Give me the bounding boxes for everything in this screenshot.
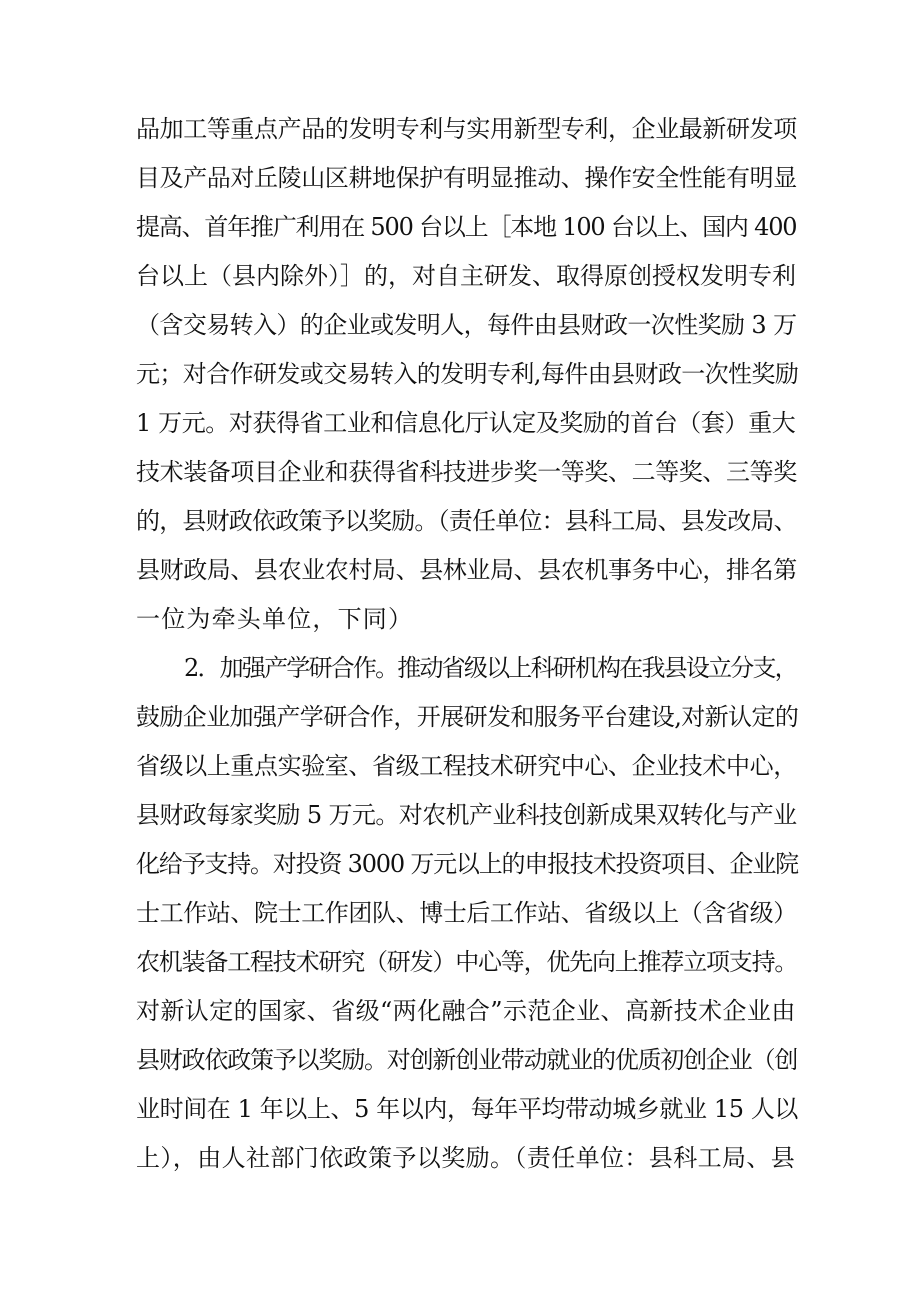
body-text-line: 品加工等重点产品的发明专利与实用新型专利，企业最新研发项 <box>136 115 797 143</box>
body-text-line: （含交易转入）的企业或发明人，每件由县财政一次性奖励 3 万 <box>136 311 797 339</box>
body-text-line: 技术装备项目企业和获得省科技进步奖一等奖、二等奖、三等奖 <box>136 458 797 486</box>
body-text-line: 元；对合作研发或交易转入的发明专利,每件由县财政一次性奖励 <box>136 360 799 388</box>
body-text-line: 省级以上重点实验室、省级工程技术研究中心、企业技术中心， <box>136 752 797 780</box>
body-text-line: 县财政每家奖励 5 万元。对农机产业科技创新成果双转化与产业 <box>136 801 797 829</box>
body-text-line: 一位为牵头单位，下同） <box>136 605 414 633</box>
body-text-line: 上），由人社部门依政策予以奖励。（责任单位：县科工局、县 <box>136 1144 796 1172</box>
body-text-line: 农机装备工程技术研究（研发）中心等，优先向上推荐立项支持。 <box>136 948 798 976</box>
body-text-line: 提高、首年推广利用在 500 台以上［本地 100 台以上、国内 400 <box>136 213 797 241</box>
body-text-line: 化给予支持。对投资 3000 万元以上的申报技术投资项目、企业院 <box>136 850 798 878</box>
body-text-line: 台以上（县内除外）］的，对自主研发、取得原创授权发明专利 <box>136 262 796 290</box>
body-text-line: 鼓励企业加强产学研合作，开展研发和服务平台建设,对新认定的 <box>136 703 799 731</box>
body-text-line: 1 万元。对获得省工业和信息化厅认定及奖励的首台（套）重大 <box>136 409 796 437</box>
section-heading-line: 2．加强产学研合作。推动省级以上科研机构在我县设立分支， <box>184 654 797 682</box>
body-text-line: 县财政局、县农业农村局、县林业局、县农机事务中心，排名第 <box>136 556 797 584</box>
body-text-line: 县财政依政策予以奖励。对创新创业带动就业的优质初创企业（创 <box>136 1046 798 1074</box>
body-text-line: 目及产品对丘陵山区耕地保护有明显推动、操作安全性能有明显 <box>136 164 797 192</box>
body-text-line: 士工作站、院士工作团队、博士后工作站、省级以上（含省级） <box>136 899 797 927</box>
body-text-line: 业时间在 1 年以上、5 年以内，每年平均带动城乡就业 15 人以 <box>136 1095 799 1123</box>
body-text-line: 对新认定的国家、省级“两化融合”示范企业、高新技术企业由 <box>136 997 796 1025</box>
body-text-line: 的，县财政依政策予以奖励。（责任单位：县科工局、县发改局、 <box>136 507 797 535</box>
